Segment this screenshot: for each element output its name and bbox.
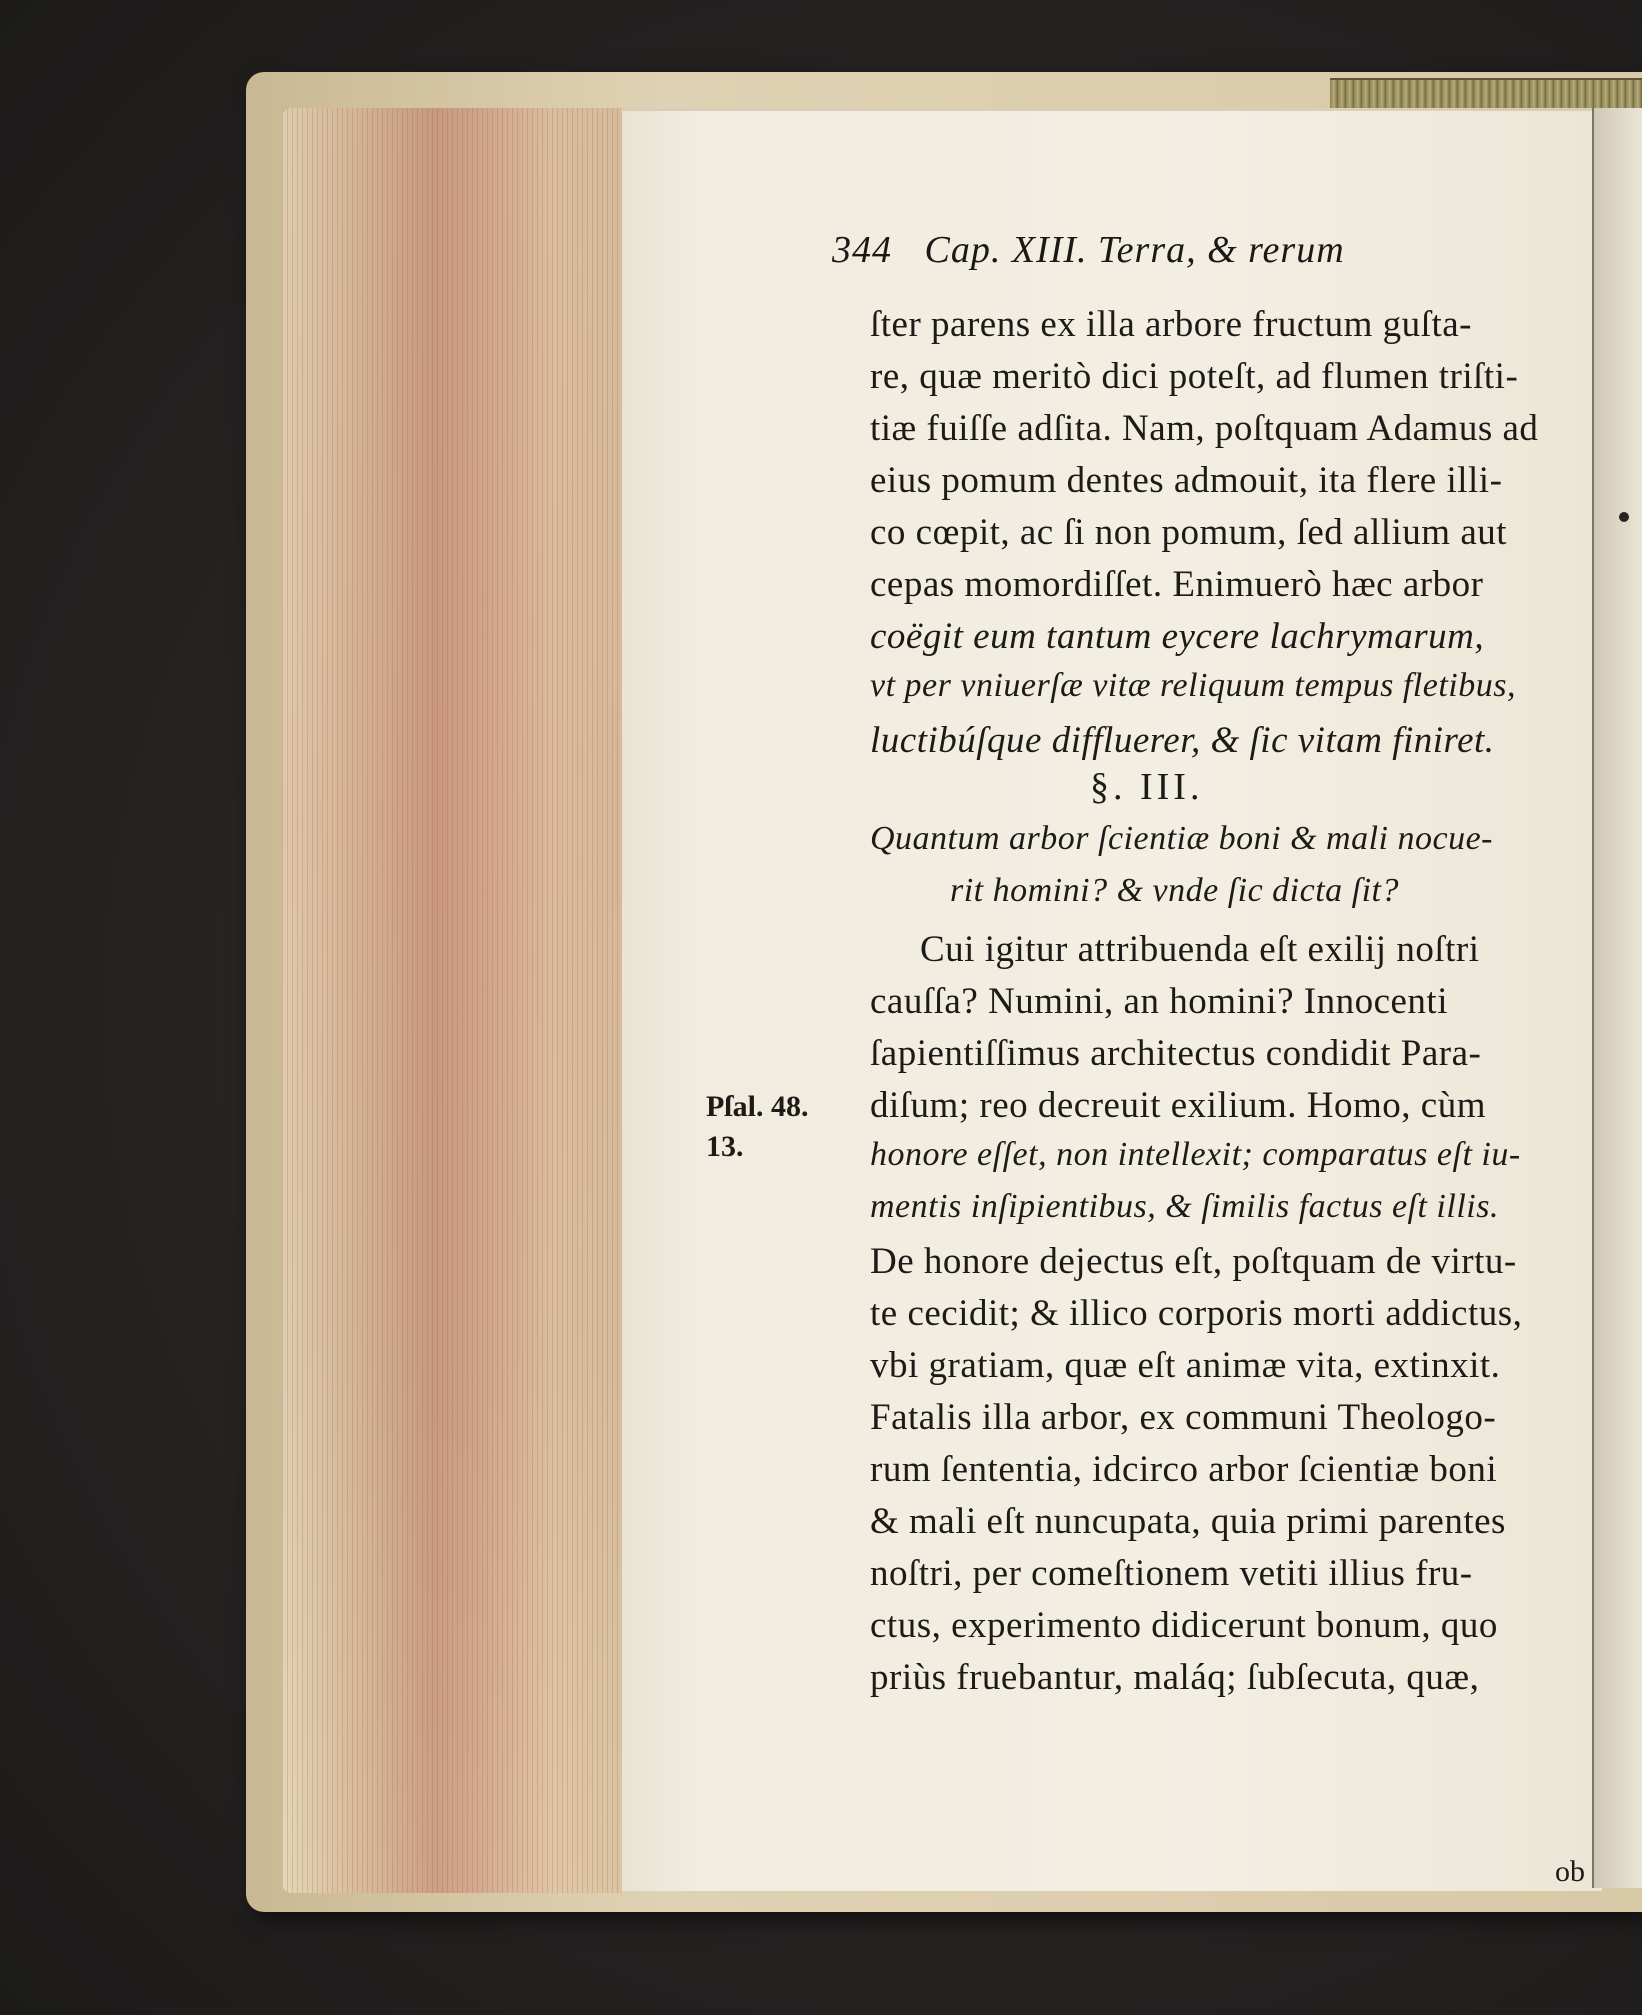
body-line: te cecidit; & illico corporis morti addictus, — [870, 1293, 1523, 1334]
ink-spot — [1619, 512, 1629, 522]
text-line: re, quæ meritò dici poteſt, ad flumen triſti- — [870, 356, 1519, 397]
margin-note: Pſal. 48. — [706, 1090, 809, 1123]
body-line: priùs fruebantur, maláq; ſubſecuta, quæ, — [870, 1657, 1480, 1698]
catchword: ob — [1555, 1855, 1585, 1888]
body-line: ctus, experimento didicerunt bonum, quo — [870, 1605, 1498, 1646]
running-head-title: Cap. XIII. Terra, & rerum — [924, 229, 1345, 271]
body-line: Cui igitur attribuenda eſt exilij noſtri — [920, 929, 1480, 970]
text-line: vt per vniuerſæ vitæ reliquum tempus fletibus, — [870, 667, 1516, 704]
body-line: ſapientiſſimus architectus condidit Para- — [870, 1033, 1482, 1074]
text-line: ſter parens ex illa arbore fructum guſta- — [870, 304, 1472, 345]
body-line: vbi gratiam, quæ eſt animæ vita, extinxit. — [870, 1345, 1501, 1386]
headband — [1330, 78, 1642, 110]
text-line: tiæ fuiſſe adſita. Nam, poſtquam Adamus ad — [870, 408, 1539, 449]
section-title-line: Quantum arbor ſcientiæ boni & mali nocue- — [870, 820, 1494, 857]
body-line: De honore dejectus eſt, poſtquam de virtu- — [870, 1241, 1517, 1282]
text-line: eius pomum dentes admouit, ita flere illi- — [870, 460, 1503, 501]
body-line: Fatalis illa arbor, ex communi Theologo- — [870, 1397, 1497, 1438]
body-line: diſum; reo decreuit exilium. Homo, cùm — [870, 1085, 1487, 1126]
margin-note: 13. — [706, 1130, 744, 1163]
text-line: co cœpit, ac ſi non pomum, ſed allium aut — [870, 512, 1508, 553]
body-line: & mali eſt nuncupata, quia primi parentes — [870, 1501, 1506, 1542]
text-line: luctibúſque diffluerer, & ſic vitam finiret. — [870, 720, 1495, 761]
section-title-line: rit homini? & vnde ſic dicta ſit? — [950, 872, 1400, 909]
body-line: cauſſa? Numini, an homini? Innocenti — [870, 981, 1448, 1022]
body-line: rum ſententia, idcirco arbor ſcientiæ boni — [870, 1449, 1498, 1490]
text-line: coëgit eum tantum eycere lachrymarum, — [870, 616, 1485, 657]
facing-page-edge — [1592, 108, 1642, 1888]
page-number: 344 — [832, 229, 892, 271]
section-heading: §. III. — [1090, 766, 1204, 808]
body-line: noſtri, per comeſtionem vetiti illius fru- — [870, 1553, 1473, 1594]
text-line: cepas momordiſſet. Enimuerò hæc arbor — [870, 564, 1484, 605]
page-edge-stain — [282, 108, 622, 1893]
body-line: mentis inſipientibus, & ſimilis factus eſt illis. — [870, 1188, 1499, 1225]
running-head — [832, 228, 1345, 272]
body-line: honore eſſet, non intellexit; comparatus eſt iu- — [870, 1136, 1521, 1173]
